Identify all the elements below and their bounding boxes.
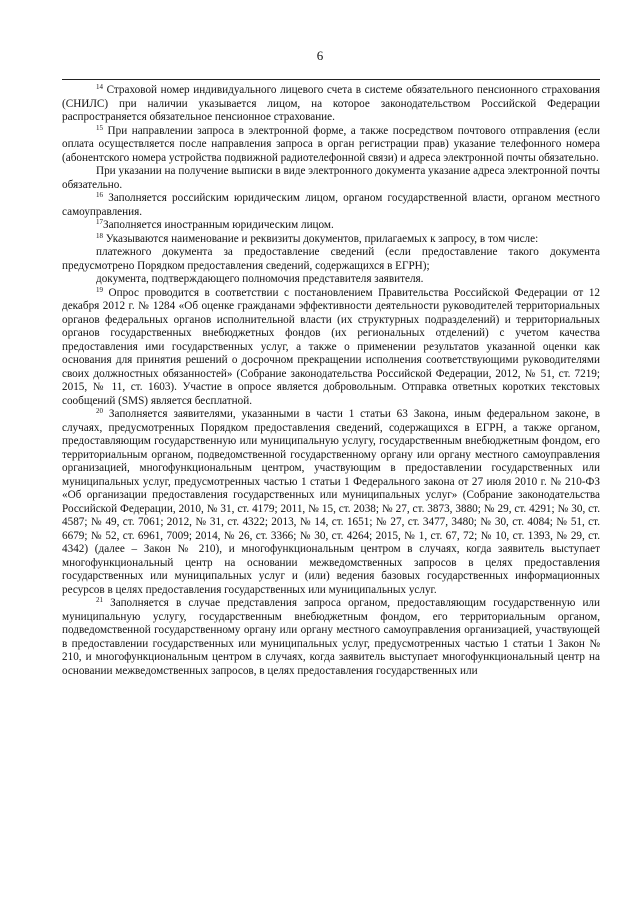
footnote-mark: 18: [96, 231, 103, 240]
footnote-text: Страховой номер индивидуального лицевого счета в системе обязательного пенсионного страхования (СНИЛС) при наличии указывается лицом, на которое законодательством Российской Федерации распространяется обязательное пенсионное страхование.: [62, 84, 600, 123]
footnote-mark: 19: [96, 285, 103, 294]
footnote-text: Заполняется в случае представления запроса органом, предоставляющим государственную или муниципальную услугу, государственным внебюджетным фондом, его территориальным органом, подведомственной государственному органу или органу местного самоуправления организацией, участвующей в предоставлении государственных или муниципальных услуг, предусмотренных частью 1 статьи 1 Закон № 210, и многофункциональным центром в случаях, когда заявитель выступает многофункциональный центр на основании межведомственных запросов, в целях предоставления государственных или: [62, 597, 600, 677]
footnote-mark: 14: [96, 83, 103, 91]
footnote-mark: 16: [96, 191, 103, 199]
footnote-17: [62, 219, 600, 233]
footnote-mark: 21: [96, 596, 103, 604]
footnote-18: [62, 233, 600, 247]
footnote-18-item-payment: [62, 246, 600, 273]
footnote-text: При направлении запроса в электронной форме, а также посредством почтового отправления (если оплата осуществляется после направления запроса в орган регистрации прав) указание телефонного номера (абонентского номера устройства подвижной радиотелефонной связи) и адреса электронной почты обязательно.: [62, 124, 601, 164]
footnote-text: документа, подтверждающего полномочия представителя заявителя.: [96, 273, 424, 285]
footnote-14: [62, 84, 600, 125]
page-number: 6: [316, 48, 324, 63]
footnote-mark: 20: [96, 407, 103, 415]
footnote-19: [62, 287, 600, 409]
footnote-text: Указываются наименование и реквизиты документов, прилагаемых к запросу, в том числе:: [105, 232, 539, 245]
footnote-15-continuation: [62, 165, 600, 192]
footnote-20: [62, 408, 600, 597]
footnote-21: [62, 597, 600, 678]
footnote-text: Заполняется российским юридическим лицом, органом государственной власти, органом местного самоуправления.: [62, 192, 600, 218]
footnote-18-item-authority: [62, 273, 600, 287]
footnote-15: [62, 125, 600, 166]
footnote-16: [62, 192, 600, 219]
footnote-text: Заполняется заявителями, указанными в части 1 статьи 63 Закона, иным федеральном законе, в случаях, предусмотренных Порядком предоставления сведений, содержащихся в ЕГРН, а также органом, предоставляющим государственную или муниципальную услугу, государственным внебюджетным фондом, его территориальным органом, подведомственной государственному органу или органу местного самоуправления организацией, многофункциональным центром, участвующим в предоставлении государственных или муниципальных услуг, предусмотренных частью 1 статьи 1 Федерального закона от 27 июля 2010 г. № 210-ФЗ «Об организации предоставления государственных или муниципальных услуг» (Собрание законодательства Российской Федерации, 2010, № 31, ст. 4179; 2011, № 15, ст. 2038; № 27, ст. 3873, 3880; № 29, ст. 4291; № 30, ст. 4587; № 49, ст. 7061; 2012, № 31, ст. 4322; 2013, № 14, ст. 1651; № 27, ст. 3477, 3480; № 30, ст. 4084; № 51, ст. 6679; № 52, ст. 6961, 7009; 2014, № 26, ст. 3366; № 30, ст. 4264; 2015, № 1, ст. 67, 72; № 10, ст. 1393, № 29, ст. 4342) (далее – Закон № 210), и многофункциональным центром в случаях, когда заявитель выступает многофункциональный центр на основании межведомственных запросов в целях предоставления государственных или муниципальных услуг и (или) ведения базовых государственных информационных ресурсов в целях предоставления государственных или муниципальных услуг.: [62, 408, 601, 596]
footnote-mark: 15: [96, 123, 103, 132]
footnotes: [62, 84, 600, 678]
footnote-text: Опрос проводится в соответствии с постановлением Правительства Российской Федерации от 12 декабря 2012 г. № 1284 «Об оценке гражданами эффективности деятельности руководителей территориальных органов федеральных органов исполнительной власти (их структурных подразделений) и территориальных органов государственных внебюджетных фондов (их региональных отделений) с учетом качества предоставления ими государственных услуг, а также о применении результатов указанной оценки как основания для принятия решений о досрочном прекращении исполнения соответствующими руководителями своих должностных обязанностей» (Собрание законодательства Российской Федерации, 2012, № 51, ст. 7219; 2015, № 11, ст. 1603). Участие в опросе является добровольным. Отправка ответных коротких текстовых сообщений (SMS) является бесплатной.: [62, 286, 601, 407]
footnote-separator: [62, 79, 600, 80]
footnote-text: Заполняется иностранным юридическим лицом.: [103, 219, 334, 231]
footnote-text: платежного документа за предоставление сведений (если предоставление такого документа предусмотрено Порядком предоставления сведений, содержащихся в ЕГРН);: [62, 246, 600, 272]
footnote-mark: 17: [96, 218, 103, 226]
footnote-text: При указании на получение выписки в виде электронного документа указание адреса электронной почты обязательно.: [62, 165, 600, 191]
